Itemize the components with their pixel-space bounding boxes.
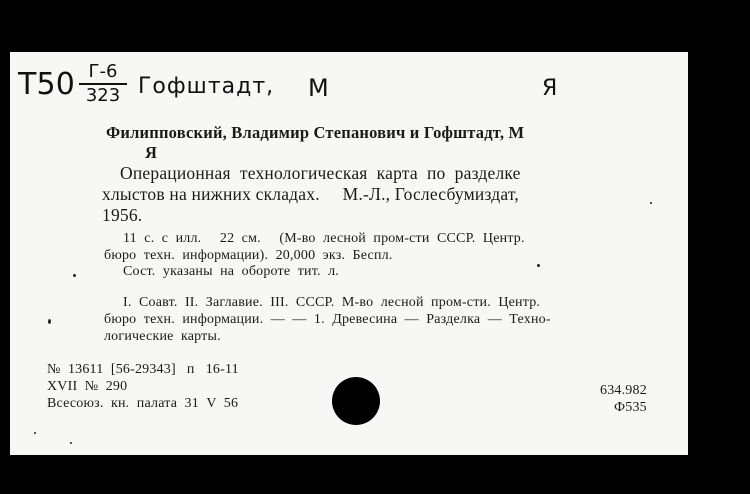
heading-line-1: Филипповский, Владимир Степанович и Гофштадт, М [106,123,525,142]
catalog-card [10,52,688,455]
speck [48,319,51,324]
heading-line-2: Я [145,143,158,162]
handwritten-initial-m: М [308,74,329,102]
footer-right-line-1: 634.982 [600,383,647,398]
description-line-3: Сост. указаны на обороте тит. л. [123,264,339,279]
call-number-top: Г-6 [88,61,118,82]
title-line-1: Операционная технологическая карта по разделке [120,163,521,183]
speck [650,202,652,204]
speck [34,432,36,434]
footer-left-line-2: XVII № 290 [47,379,128,394]
description-line-1: 11 с. с илл. 22 см. (М-во лесной пром-сти СССР. Центр. [123,231,525,246]
handwritten-initial-ya: Я [542,76,558,101]
footer-right-line-2: Ф535 [614,400,647,415]
call-number-main: T50 [18,67,76,102]
speck [70,442,72,444]
tracings-line-3: логические карты. [104,329,221,344]
call-number-fraction [79,62,127,106]
tracings-line-2: бюро техн. информации. — — 1. Древесина — Разделка — Техно- [104,312,551,327]
speck [73,274,76,277]
tracings-line-1: I. Соавт. II. Заглавие. III. СССР. М-во лесной пром-сти. Центр. [123,295,541,310]
footer-left-line-3: Всесоюз. кн. палата 31 V 56 [47,396,239,411]
description-line-2: бюро техн. информации). 20,000 экз. Беспл. [104,248,393,263]
handwritten-name: Гофштадт, [138,74,275,99]
speck [537,264,540,267]
call-number-bottom: 323 [85,85,121,106]
punch-hole [332,377,380,425]
title-line-2: хлыстов на нижних складах. М.-Л., Гослесбумиздат, [102,184,519,204]
title-line-3: 1956. [102,205,143,225]
footer-left-line-1: № 13611 [56-29343] п 16-11 [47,362,239,377]
